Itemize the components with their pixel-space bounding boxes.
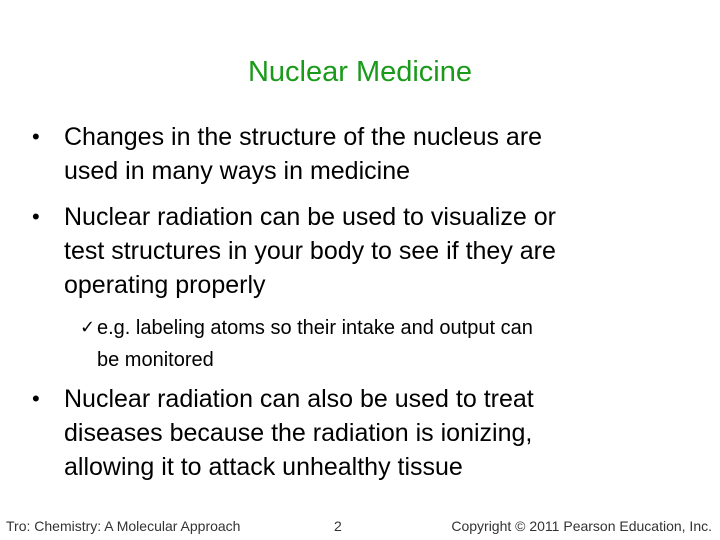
bullet-line: diseases because the radiation is ionizing, [64,419,533,447]
bullet-text [64,382,664,484]
footer-copyright: Copyright © 2011 Pearson Education, Inc. [451,518,712,534]
sub-bullet-text [97,312,533,376]
checkmark-icon: ✓ [80,317,96,338]
bullet-line: Changes in the structure of the nucleus are [64,123,543,151]
bullet-line: test structures in your body to see if they are [64,237,556,265]
slide-title-text: Nuclear Medicine [247,56,473,88]
bullet-line: allowing it to attack unhealthy tissue [64,453,463,481]
bullet-text [64,200,664,302]
bullet-line: used in many ways in medicine [64,157,410,185]
bullet-line: Nuclear radiation can be used to visualize or [64,203,556,231]
slide-title [0,56,720,89]
bullet-dot-icon: • [32,204,40,229]
footer-page-number: 2 [334,518,342,534]
sub-bullet-line: e.g. labeling atoms so their intake and output can [97,317,533,339]
bullet-text [64,120,664,188]
footer-source: Tro: Chemistry: A Molecular Approach [6,518,241,534]
bullet-line: operating properly [64,271,266,299]
bullet-dot-icon: • [32,386,40,411]
bullet-line: Nuclear radiation can also be used to treat [64,385,534,413]
bullet-dot-icon: • [32,124,40,149]
sub-bullet-line: be monitored [97,349,214,371]
